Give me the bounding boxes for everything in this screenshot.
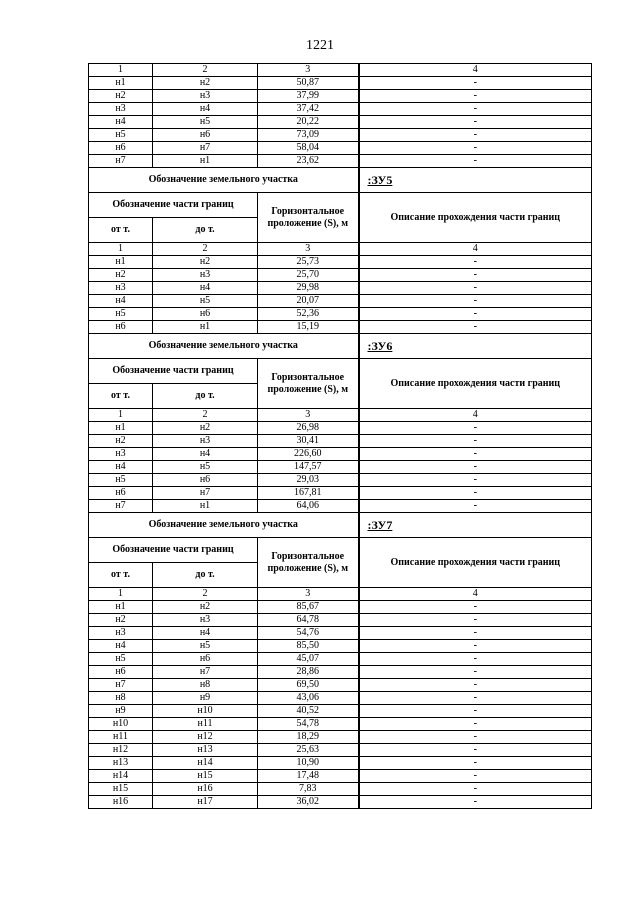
to-point-cell: н5 (153, 640, 258, 653)
column-header-row (89, 538, 592, 563)
part-boundary-header: Обозначение части границ (89, 193, 258, 218)
length-cell: 40,52 (258, 705, 359, 718)
parcel-label: Обозначение земельного участка (89, 334, 359, 359)
length-cell: 20,07 (258, 295, 359, 308)
table-row (89, 731, 592, 744)
column-number-cell: 2 (153, 588, 258, 601)
parcel-label: Обозначение земельного участка (89, 513, 359, 538)
table-row (89, 90, 592, 103)
description-cell: - (359, 103, 592, 116)
table-row (89, 116, 592, 129)
to-point-header: до т. (153, 218, 258, 243)
from-point-header: от т. (89, 384, 153, 409)
length-cell: 10,90 (258, 757, 359, 770)
table-row (89, 666, 592, 679)
description-cell: - (359, 90, 592, 103)
from-point-cell: н5 (89, 474, 153, 487)
to-point-cell: н2 (153, 601, 258, 614)
description-cell: - (359, 614, 592, 627)
description-cell: - (359, 666, 592, 679)
parcel-header-row (89, 168, 592, 193)
to-point-cell: н4 (153, 448, 258, 461)
table-row (89, 770, 592, 783)
from-point-cell: н4 (89, 640, 153, 653)
description-cell: - (359, 627, 592, 640)
to-point-cell: н8 (153, 679, 258, 692)
column-number-cell: 1 (89, 588, 153, 601)
description-cell: - (359, 256, 592, 269)
to-point-cell: н6 (153, 308, 258, 321)
length-cell: 52,36 (258, 308, 359, 321)
from-point-cell: н9 (89, 705, 153, 718)
description-cell: - (359, 783, 592, 796)
from-point-cell: н7 (89, 155, 153, 168)
description-header: Описание прохождения части границ (359, 538, 592, 588)
description-cell: - (359, 601, 592, 614)
column-number-row (89, 64, 592, 77)
column-number-cell: 2 (153, 64, 258, 77)
length-cell: 54,78 (258, 718, 359, 731)
column-number-cell: 3 (258, 64, 359, 77)
description-cell: - (359, 500, 592, 513)
to-point-cell: н7 (153, 142, 258, 155)
to-point-cell: н4 (153, 282, 258, 295)
from-point-cell: н2 (89, 269, 153, 282)
from-point-cell: н4 (89, 295, 153, 308)
from-point-cell: н7 (89, 500, 153, 513)
to-point-cell: н17 (153, 796, 258, 809)
to-point-cell: н12 (153, 731, 258, 744)
from-point-cell: н14 (89, 770, 153, 783)
to-point-cell: н6 (153, 129, 258, 142)
parcel-code: :ЗУ5 (359, 168, 592, 193)
description-cell: - (359, 692, 592, 705)
table-row (89, 653, 592, 666)
to-point-cell: н4 (153, 627, 258, 640)
length-cell: 28,86 (258, 666, 359, 679)
table-row (89, 705, 592, 718)
description-cell: - (359, 757, 592, 770)
to-point-cell: н3 (153, 435, 258, 448)
table-row (89, 308, 592, 321)
description-cell: - (359, 422, 592, 435)
to-point-cell: н3 (153, 90, 258, 103)
length-cell: 20,22 (258, 116, 359, 129)
length-cell: 45,07 (258, 653, 359, 666)
to-point-cell: н2 (153, 422, 258, 435)
table-row (89, 142, 592, 155)
from-point-cell: н6 (89, 321, 153, 334)
length-cell: 36,02 (258, 796, 359, 809)
from-point-cell: н12 (89, 744, 153, 757)
description-cell: - (359, 142, 592, 155)
table-row (89, 500, 592, 513)
column-number-cell: 1 (89, 64, 153, 77)
column-number-cell: 4 (359, 243, 592, 256)
parcel-code: :ЗУ6 (359, 334, 592, 359)
table-row (89, 321, 592, 334)
column-number-cell: 1 (89, 409, 153, 422)
to-point-cell: н15 (153, 770, 258, 783)
from-point-cell: н1 (89, 256, 153, 269)
to-point-header: до т. (153, 563, 258, 588)
to-point-cell: н6 (153, 653, 258, 666)
from-point-cell: н1 (89, 422, 153, 435)
from-point-cell: н10 (89, 718, 153, 731)
table-row (89, 155, 592, 168)
to-point-cell: н14 (153, 757, 258, 770)
description-cell: - (359, 718, 592, 731)
to-point-cell: н3 (153, 614, 258, 627)
description-cell: - (359, 461, 592, 474)
to-point-cell: н11 (153, 718, 258, 731)
to-point-cell: н16 (153, 783, 258, 796)
from-point-cell: н11 (89, 731, 153, 744)
from-point-cell: н3 (89, 627, 153, 640)
table-row (89, 601, 592, 614)
boundary-table-body (89, 64, 592, 809)
length-cell: 43,06 (258, 692, 359, 705)
table-row (89, 422, 592, 435)
length-header: Горизонтальное проложение (S), м (258, 359, 359, 409)
from-point-cell: н3 (89, 282, 153, 295)
from-point-cell: н1 (89, 77, 153, 90)
parcel-header-row (89, 334, 592, 359)
column-number-cell: 1 (89, 243, 153, 256)
boundary-table (88, 63, 592, 809)
from-point-cell: н5 (89, 129, 153, 142)
to-point-cell: н4 (153, 103, 258, 116)
description-cell: - (359, 308, 592, 321)
to-point-cell: н7 (153, 487, 258, 500)
description-cell: - (359, 731, 592, 744)
table-row (89, 129, 592, 142)
description-cell: - (359, 269, 592, 282)
length-cell: 226,60 (258, 448, 359, 461)
table-row (89, 269, 592, 282)
part-boundary-header: Обозначение части границ (89, 359, 258, 384)
length-cell: 37,42 (258, 103, 359, 116)
column-number-cell: 4 (359, 409, 592, 422)
length-cell: 18,29 (258, 731, 359, 744)
table-row (89, 640, 592, 653)
page-number: 1221 (306, 38, 334, 53)
to-point-header: до т. (153, 384, 258, 409)
to-point-cell: н1 (153, 155, 258, 168)
description-header: Описание прохождения части границ (359, 193, 592, 243)
description-cell: - (359, 295, 592, 308)
length-cell: 73,09 (258, 129, 359, 142)
to-point-cell: н1 (153, 500, 258, 513)
from-point-cell: н1 (89, 601, 153, 614)
description-cell: - (359, 77, 592, 90)
from-point-cell: н16 (89, 796, 153, 809)
from-point-header: от т. (89, 218, 153, 243)
from-point-cell: н6 (89, 666, 153, 679)
length-cell: 23,62 (258, 155, 359, 168)
description-cell: - (359, 705, 592, 718)
to-point-cell: н5 (153, 461, 258, 474)
column-number-cell: 3 (258, 243, 359, 256)
parcel-code: :ЗУ7 (359, 513, 592, 538)
table-row (89, 679, 592, 692)
table-row (89, 448, 592, 461)
column-number-cell: 2 (153, 243, 258, 256)
length-cell: 15,19 (258, 321, 359, 334)
length-cell: 69,50 (258, 679, 359, 692)
table-row (89, 295, 592, 308)
parcel-header-row (89, 513, 592, 538)
description-cell: - (359, 770, 592, 783)
from-point-cell: н2 (89, 90, 153, 103)
to-point-cell: н6 (153, 474, 258, 487)
table-row (89, 103, 592, 116)
table-row (89, 757, 592, 770)
parcel-label: Обозначение земельного участка (89, 168, 359, 193)
column-number-cell: 3 (258, 409, 359, 422)
part-boundary-header: Обозначение части границ (89, 538, 258, 563)
table-row (89, 474, 592, 487)
length-cell: 7,83 (258, 783, 359, 796)
description-cell: - (359, 796, 592, 809)
from-point-cell: н6 (89, 142, 153, 155)
to-point-cell: н13 (153, 744, 258, 757)
from-point-cell: н13 (89, 757, 153, 770)
to-point-cell: н7 (153, 666, 258, 679)
description-cell: - (359, 640, 592, 653)
from-point-cell: н7 (89, 679, 153, 692)
table-row (89, 692, 592, 705)
length-cell: 25,70 (258, 269, 359, 282)
from-point-cell: н6 (89, 487, 153, 500)
length-cell: 58,04 (258, 142, 359, 155)
length-cell: 29,98 (258, 282, 359, 295)
table-row (89, 627, 592, 640)
to-point-cell: н9 (153, 692, 258, 705)
from-point-cell: н15 (89, 783, 153, 796)
from-point-cell: н3 (89, 448, 153, 461)
length-cell: 29,03 (258, 474, 359, 487)
description-cell: - (359, 435, 592, 448)
from-point-cell: н3 (89, 103, 153, 116)
from-point-cell: н4 (89, 116, 153, 129)
description-cell: - (359, 129, 592, 142)
length-cell: 26,98 (258, 422, 359, 435)
to-point-cell: н5 (153, 116, 258, 129)
from-point-header: от т. (89, 563, 153, 588)
length-cell: 147,57 (258, 461, 359, 474)
description-cell: - (359, 679, 592, 692)
table-row (89, 783, 592, 796)
length-cell: 25,73 (258, 256, 359, 269)
to-point-cell: н3 (153, 269, 258, 282)
length-cell: 64,06 (258, 500, 359, 513)
length-cell: 37,99 (258, 90, 359, 103)
description-cell: - (359, 116, 592, 129)
table-row (89, 461, 592, 474)
length-cell: 54,76 (258, 627, 359, 640)
length-cell: 85,67 (258, 601, 359, 614)
description-cell: - (359, 474, 592, 487)
table-row (89, 796, 592, 809)
length-cell: 64,78 (258, 614, 359, 627)
from-point-cell: н8 (89, 692, 153, 705)
to-point-cell: н5 (153, 295, 258, 308)
column-number-cell: 4 (359, 64, 592, 77)
length-cell: 50,87 (258, 77, 359, 90)
table-row (89, 435, 592, 448)
to-point-cell: н2 (153, 77, 258, 90)
description-cell: - (359, 487, 592, 500)
description-cell: - (359, 321, 592, 334)
column-number-cell: 3 (258, 588, 359, 601)
table-row (89, 744, 592, 757)
length-header: Горизонтальное проложение (S), м (258, 193, 359, 243)
length-cell: 167,81 (258, 487, 359, 500)
to-point-cell: н1 (153, 321, 258, 334)
length-cell: 25,63 (258, 744, 359, 757)
column-number-row (89, 588, 592, 601)
to-point-cell: н10 (153, 705, 258, 718)
table-row (89, 487, 592, 500)
description-cell: - (359, 282, 592, 295)
from-point-cell: н4 (89, 461, 153, 474)
to-point-cell: н2 (153, 256, 258, 269)
from-point-cell: н5 (89, 308, 153, 321)
table-row (89, 256, 592, 269)
from-point-cell: н2 (89, 435, 153, 448)
length-cell: 85,50 (258, 640, 359, 653)
description-header: Описание прохождения части границ (359, 359, 592, 409)
column-number-cell: 4 (359, 588, 592, 601)
from-point-cell: н2 (89, 614, 153, 627)
description-cell: - (359, 155, 592, 168)
column-number-row (89, 243, 592, 256)
from-point-cell: н5 (89, 653, 153, 666)
table-row (89, 77, 592, 90)
length-cell: 30,41 (258, 435, 359, 448)
description-cell: - (359, 744, 592, 757)
description-cell: - (359, 448, 592, 461)
column-number-cell: 2 (153, 409, 258, 422)
column-header-row (89, 359, 592, 384)
table-row (89, 718, 592, 731)
column-number-row (89, 409, 592, 422)
table-row (89, 282, 592, 295)
length-cell: 17,48 (258, 770, 359, 783)
description-cell: - (359, 653, 592, 666)
length-header: Горизонтальное проложение (S), м (258, 538, 359, 588)
table-row (89, 614, 592, 627)
column-header-row (89, 193, 592, 218)
